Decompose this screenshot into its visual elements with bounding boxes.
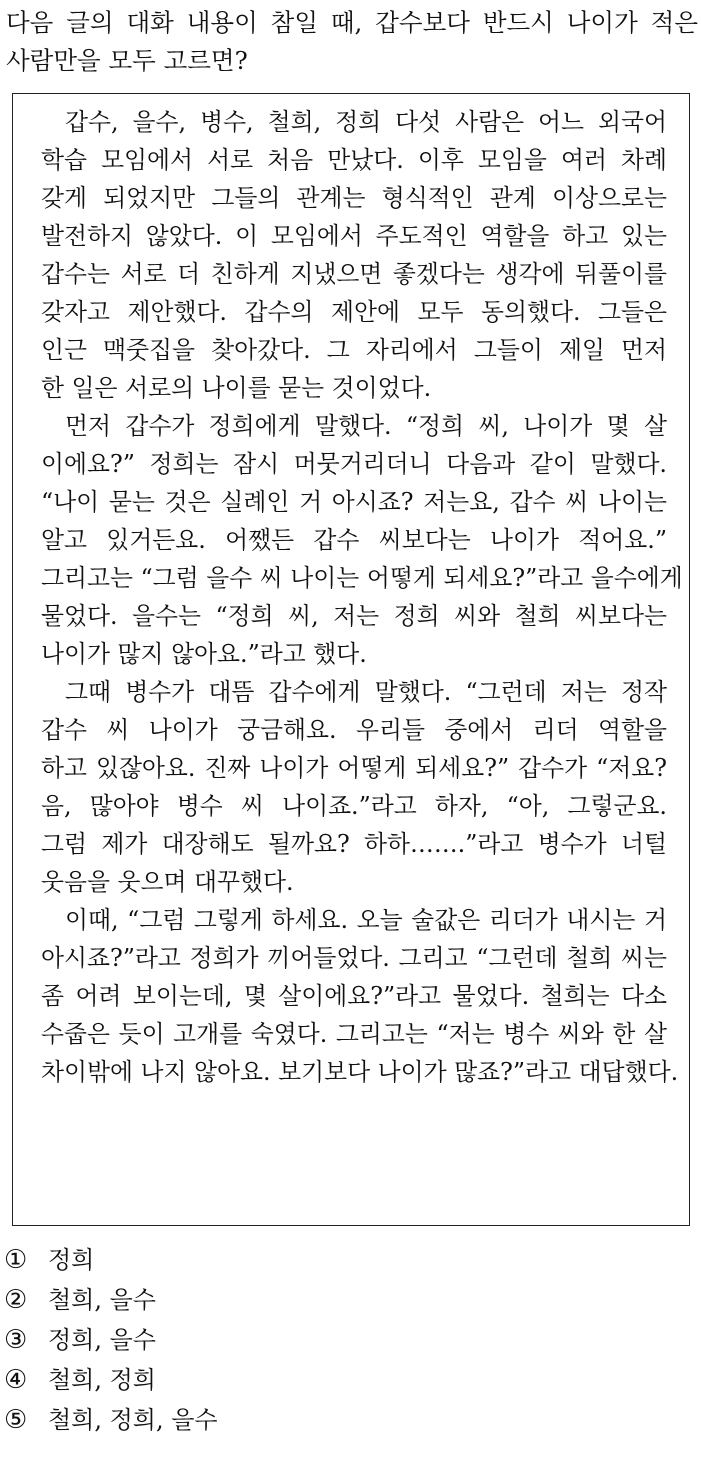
choice-number: ① (4, 1245, 28, 1275)
choice-5[interactable] (4, 1400, 218, 1440)
passage-line: 갖게 되었지만 그들의 관계는 형식적인 관계 이상으로는 (41, 184, 667, 212)
passage-line: 갖자고 제안했다. 갑수의 제안에 모두 동의했다. 그들은 (41, 298, 667, 326)
choice-2[interactable] (4, 1280, 156, 1320)
passage-line: 이때, “그럼 그렇게 하세요. 오늘 술값은 리더가 내시는 거 (65, 906, 667, 934)
choice-text: 정희 (48, 1246, 95, 1274)
passage-box (12, 93, 690, 1226)
passage-line: 수줍은 듯이 고개를 숙였다. 그리고는 “저는 병수 씨와 한 살 (41, 1020, 667, 1048)
choice-4[interactable] (4, 1360, 156, 1400)
passage-line: 이에요?” 정희는 잠시 머뭇거리더니 다음과 같이 말했다. (41, 450, 667, 478)
passage-line: 물었다. 을수는 “정희 씨, 저는 정희 씨와 철희 씨보다는 (41, 602, 667, 630)
choice-number: ② (4, 1285, 28, 1315)
passage-line: 그때 병수가 대뜸 갑수에게 말했다. “그런데 저는 정작 (65, 678, 667, 706)
passage-line: 하고 있잖아요. 진짜 나이가 어떻게 되세요?” 갑수가 “저요? (41, 754, 667, 782)
choice-text: 철희, 정희 (48, 1366, 156, 1394)
passage-line: 발전하지 않았다. 이 모임에서 주도적인 역할을 하고 있는 (41, 222, 667, 250)
passage-line: “나이 묻는 것은 실례인 거 아시죠? 저는요, 갑수 씨 나이는 (41, 488, 667, 516)
passage-line: 갑수는 서로 더 친하게 지냈으면 좋겠다는 생각에 뒤풀이를 (41, 260, 667, 288)
choice-3[interactable] (4, 1320, 156, 1360)
choice-text: 철희, 정희, 을수 (48, 1406, 218, 1434)
question-line-1: 다음 글의 대화 내용이 참일 때, 갑수보다 반드시 나이가 적은 (6, 8, 698, 37)
passage-line: 먼저 갑수가 정희에게 말했다. “정희 씨, 나이가 몇 살 (65, 412, 667, 440)
passage-line: 차이밖에 나지 않아요. 보기보다 나이가 많죠?”라고 대답했다. (41, 1058, 679, 1086)
passage-line: 그리고는 “그럼 을수 씨 나이는 어떻게 되세요?”라고 을수에게 (41, 564, 683, 592)
passage-line: 음, 많아야 병수 씨 나이죠.”라고 하자, “아, 그렇군요. (41, 792, 667, 820)
passage-line: 갑수, 을수, 병수, 철희, 정희 다섯 사람은 어느 외국어 (65, 108, 667, 136)
choice-text: 철희, 을수 (48, 1286, 156, 1314)
choice-1[interactable] (4, 1240, 94, 1280)
choice-text: 정희, 을수 (48, 1326, 156, 1354)
passage-line: 인근 맥줏집을 찾아갔다. 그 자리에서 그들이 제일 먼저 (41, 336, 667, 364)
passage-line: 나이가 많지 않아요.”라고 했다. (41, 640, 367, 668)
question-line-2: 사람만을 모두 고르면? (6, 46, 248, 75)
passage-line: 아시죠?”라고 정희가 끼어들었다. 그리고 “그런데 철희 씨는 (41, 944, 667, 972)
passage-line: 학습 모임에서 서로 처음 만났다. 이후 모임을 여러 차례 (41, 146, 667, 174)
choice-number: ③ (4, 1325, 28, 1355)
question-stem (6, 4, 698, 80)
choice-number: ⑤ (4, 1405, 28, 1435)
passage-line: 웃음을 웃으며 대꾸했다. (41, 868, 294, 896)
passage-line: 그럼 제가 대장해도 될까요? 하하…….”라고 병수가 너털 (41, 830, 667, 858)
choice-number: ④ (4, 1365, 28, 1395)
passage-line: 알고 있거든요. 어쨌든 갑수 씨보다는 나이가 적어요.” (41, 526, 667, 554)
passage-line: 좀 어려 보이는데, 몇 살이에요?”라고 물었다. 철희는 다소 (41, 982, 667, 1010)
passage-line: 한 일은 서로의 나이를 묻는 것이었다. (41, 374, 432, 402)
passage-line: 갑수 씨 나이가 궁금해요. 우리들 중에서 리더 역할을 (41, 716, 667, 744)
